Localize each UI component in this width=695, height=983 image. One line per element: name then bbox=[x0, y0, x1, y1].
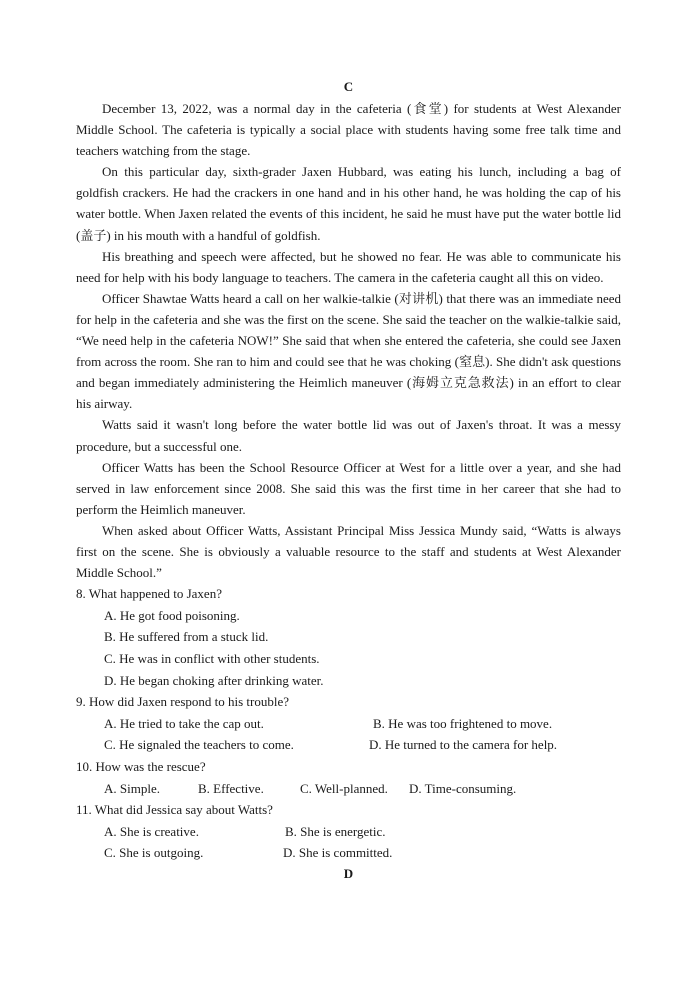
question-10-option-c: C. Well-planned. bbox=[300, 780, 388, 796]
question-11-stem: 11. What did Jessica say about Watts? bbox=[76, 802, 273, 818]
question-11-options-row-1 bbox=[76, 821, 621, 843]
passage-paragraph-3: His breathing and speech were affected, but he showed no fear. He was able to communicate his need for help with his body language to teachers. The camera in the cafeteria caught all this on video. bbox=[76, 248, 621, 285]
question-10-option-b: B. Effective. bbox=[198, 780, 264, 796]
question-8-option-b: B. He suffered from a stuck lid. bbox=[104, 629, 269, 645]
question-10-option-d: D. Time-consuming. bbox=[409, 780, 517, 796]
question-9-option-a: A. He tried to take the cap out. bbox=[104, 715, 264, 731]
question-8-option-d: D. He began choking after drinking water. bbox=[104, 672, 324, 688]
question-8-option-c: C. He was in conflict with other students. bbox=[104, 650, 320, 666]
section-heading-d: D bbox=[343, 865, 354, 881]
document-page bbox=[76, 76, 621, 884]
question-9-option-b: B. He was too frightened to move. bbox=[373, 715, 553, 731]
section-heading-c: C bbox=[343, 79, 354, 94]
question-11-option-b: B. She is energetic. bbox=[285, 823, 386, 839]
question-11-options-row-2 bbox=[76, 842, 621, 864]
question-8-stem: 8. What happened to Jaxen? bbox=[76, 586, 222, 602]
question-11-option-d: D. She is committed. bbox=[283, 845, 393, 861]
question-9-option-c: C. He signaled the teachers to come. bbox=[104, 737, 294, 753]
passage-paragraph-6: Officer Watts has been the School Resource Officer at West for a little over a year, and she had served in law enforcement since 2008. She said this was the first time in her career that she had to perform the Heimlich maneuver. bbox=[76, 459, 621, 517]
question-11-option-c: C. She is outgoing. bbox=[104, 845, 204, 861]
passage-paragraph-7: When asked about Officer Watts, Assistant Principal Miss Jessica Mundy said, “Watts is always first on the scene. She is obviously a valuable resource to the staff and students at West Alexander Middle School.” bbox=[76, 522, 621, 581]
passage-paragraph-4: Officer Shawtae Watts heard a call on her walkie-talkie (对讲机) that there was an immediate need for help in the cafeteria and she was the first on the scene. She said the teacher on the walkie-talkie said, “We need help in the cafeteria NOW!” She said that when she entered the cafeteria, she could see Jaxen from across the room. She ran to him and could see that he was choking (窒息). She didn't ask questions and began immediately administering the Heimlich maneuver (海姆立克急救法) in an effort to clear his airway. bbox=[76, 290, 621, 412]
question-10-option-a: A. Simple. bbox=[104, 780, 160, 796]
passage-paragraph-1: December 13, 2022, was a normal day in the cafeteria (食堂) for students at West Alexander Middle School. The cafeteria is typically a social place with students having some free talk time and teachers watching from the stage. bbox=[76, 101, 621, 159]
passage-paragraph-2: On this particular day, sixth-grader Jaxen Hubbard, was eating his lunch, including a bag of goldfish crackers. He had the crackers in one hand and in his other hand, he was holding the cap of his water bottle. When Jaxen related the events of this incident, he said he must have put the water bottle lid (盖子) in his mouth with a handful of goldfish. bbox=[76, 164, 621, 243]
question-9-options-row-2 bbox=[76, 734, 621, 756]
question-10-stem: 10. How was the rescue? bbox=[76, 758, 206, 774]
question-11-option-a: A. She is creative. bbox=[104, 823, 199, 839]
question-9-options-row-1 bbox=[76, 713, 621, 735]
question-9-stem: 9. How did Jaxen respond to his trouble? bbox=[76, 694, 290, 710]
passage-paragraph-5: Watts said it wasn't long before the water bottle lid was out of Jaxen's throat. It was a messy procedure, but a successful one. bbox=[76, 417, 621, 454]
question-8-option-a: A. He got food poisoning. bbox=[104, 607, 240, 623]
question-9-option-d: D. He turned to the camera for help. bbox=[369, 737, 558, 753]
question-10-options-row bbox=[76, 778, 621, 800]
